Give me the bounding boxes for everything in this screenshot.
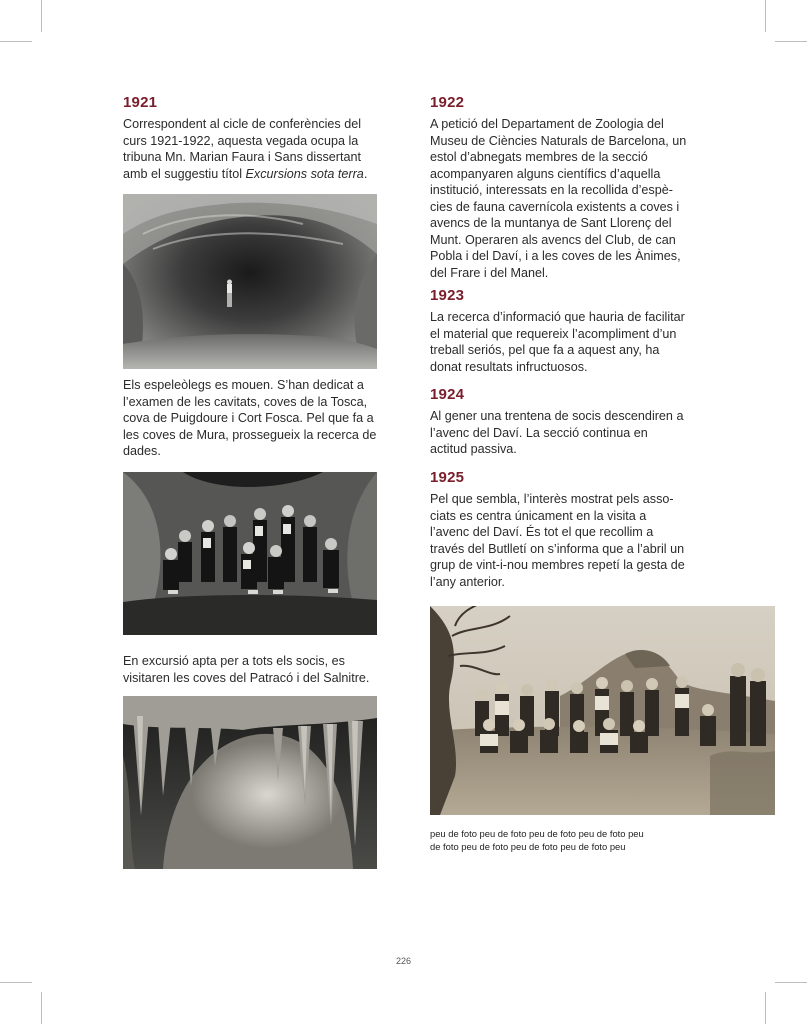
text-line: través del Butlletí on s’informa que a l’abril un [430, 541, 685, 556]
year-heading-1922: 1922 [430, 94, 465, 111]
text-line: les coves de Mura, prossegueix la recerca de [123, 427, 377, 442]
caption-cave-visits [123, 377, 376, 460]
text-line: Museu de Ciències Naturals de Barcelona, un [430, 133, 687, 148]
text-fragment: . [363, 166, 368, 181]
crop-mark [41, 992, 42, 1024]
text-line: Pobla i del Daví, i a les coves de les Ànimes, [430, 249, 681, 263]
text-line: En excursió apta per a tots els socis, es [123, 654, 345, 668]
year-heading-1923: 1923 [430, 287, 465, 304]
crop-mark [0, 41, 32, 42]
text-line: acompanyaren alguns científics d’aquella [430, 166, 661, 181]
text-line: institució, interessats en la recollida d’espè- [430, 183, 673, 197]
text-line: ciats es centra únicament en la visita a [430, 508, 647, 523]
text-line: actitud passiva. [430, 442, 517, 456]
text-line: dades. [123, 444, 161, 458]
text-line: La recerca d’informació que hauria de facilitar [430, 310, 685, 324]
crop-mark [765, 0, 766, 32]
text-line: l’any anterior. [430, 574, 505, 589]
text-line: Els espeleòlegs es mouen. S’han dedicat a [123, 378, 364, 392]
text-line: tribuna Mn. Marian Faura i Sans dissertant [123, 150, 361, 164]
year-heading-1924: 1924 [430, 386, 465, 403]
text-line: visitaren les coves del Patracó i del Salnitre. [123, 670, 370, 685]
paragraph-1923 [430, 309, 685, 375]
group-photo-in-cave [123, 472, 377, 635]
text-line: Munt. Operaren als avencs del Club, de can [430, 232, 676, 247]
text-line: curs 1921-1922, aquesta vegada ocupa la [123, 133, 359, 148]
text-line: A petició del Departament de Zoologia del [430, 117, 664, 131]
text-line: l’examen de les cavitats, coves de la Tosca, [123, 394, 368, 409]
text-line: treball seriós, pel que fa a aquest any, ha [430, 343, 660, 357]
lecture-title: Excursions sota terra [245, 166, 364, 181]
text-line: Correspondent al cicle de conferències del [123, 117, 362, 131]
text-line: Pel que sembla, l’interès mostrat pels asso- [430, 492, 674, 506]
paragraph-1925 [430, 491, 685, 590]
text-line: estol d’abnegats membres de la secció [430, 150, 648, 164]
text-line: grup de vint-i-nou membres repetí la gesta de [430, 558, 685, 572]
paragraph-1924 [430, 408, 683, 458]
photo-caption-placeholder [430, 828, 644, 853]
text-line: el material que requereix l’acompliment d’un [430, 326, 677, 341]
page-number: 226 [395, 956, 412, 966]
stalactites-photo [123, 696, 377, 869]
text-fragment: amb el suggestiu títol [123, 166, 246, 181]
text-line: cies de fauna cavernícola existents a coves i [430, 199, 680, 214]
crop-mark [41, 0, 42, 32]
crop-mark [775, 982, 807, 983]
crop-mark [765, 992, 766, 1024]
text-line: l’avenc del Daví. És tot el que recollim a [430, 525, 654, 539]
text-line: del Frare i del Manel. [430, 265, 549, 280]
outdoor-group-photo [430, 606, 775, 815]
text-line: de foto peu de foto peu de foto peu de foto peu [430, 840, 626, 852]
text-line [123, 166, 367, 183]
text-line: l’avenc del Daví. La secció continua en [430, 425, 648, 440]
caption-excursion [123, 653, 369, 686]
text-line: donat resultats infructuosos. [430, 359, 588, 374]
paragraph-1921 [123, 116, 367, 182]
crop-mark [775, 41, 807, 42]
crop-mark [0, 982, 32, 983]
text-line: Al gener una trentena de socis descendiren a [430, 409, 684, 423]
paragraph-1922 [430, 116, 686, 281]
year-heading-1921: 1921 [123, 94, 158, 111]
text-line: cova de Puigdoure i Cort Fosca. Pel que fa a [123, 411, 374, 425]
text-line: avencs de la muntanya de Sant Llorenç del [430, 216, 672, 230]
text-line: peu de foto peu de foto peu de foto peu de foto peu [430, 828, 644, 839]
year-heading-1925: 1925 [430, 469, 465, 486]
cave-interior-photo [123, 194, 377, 369]
